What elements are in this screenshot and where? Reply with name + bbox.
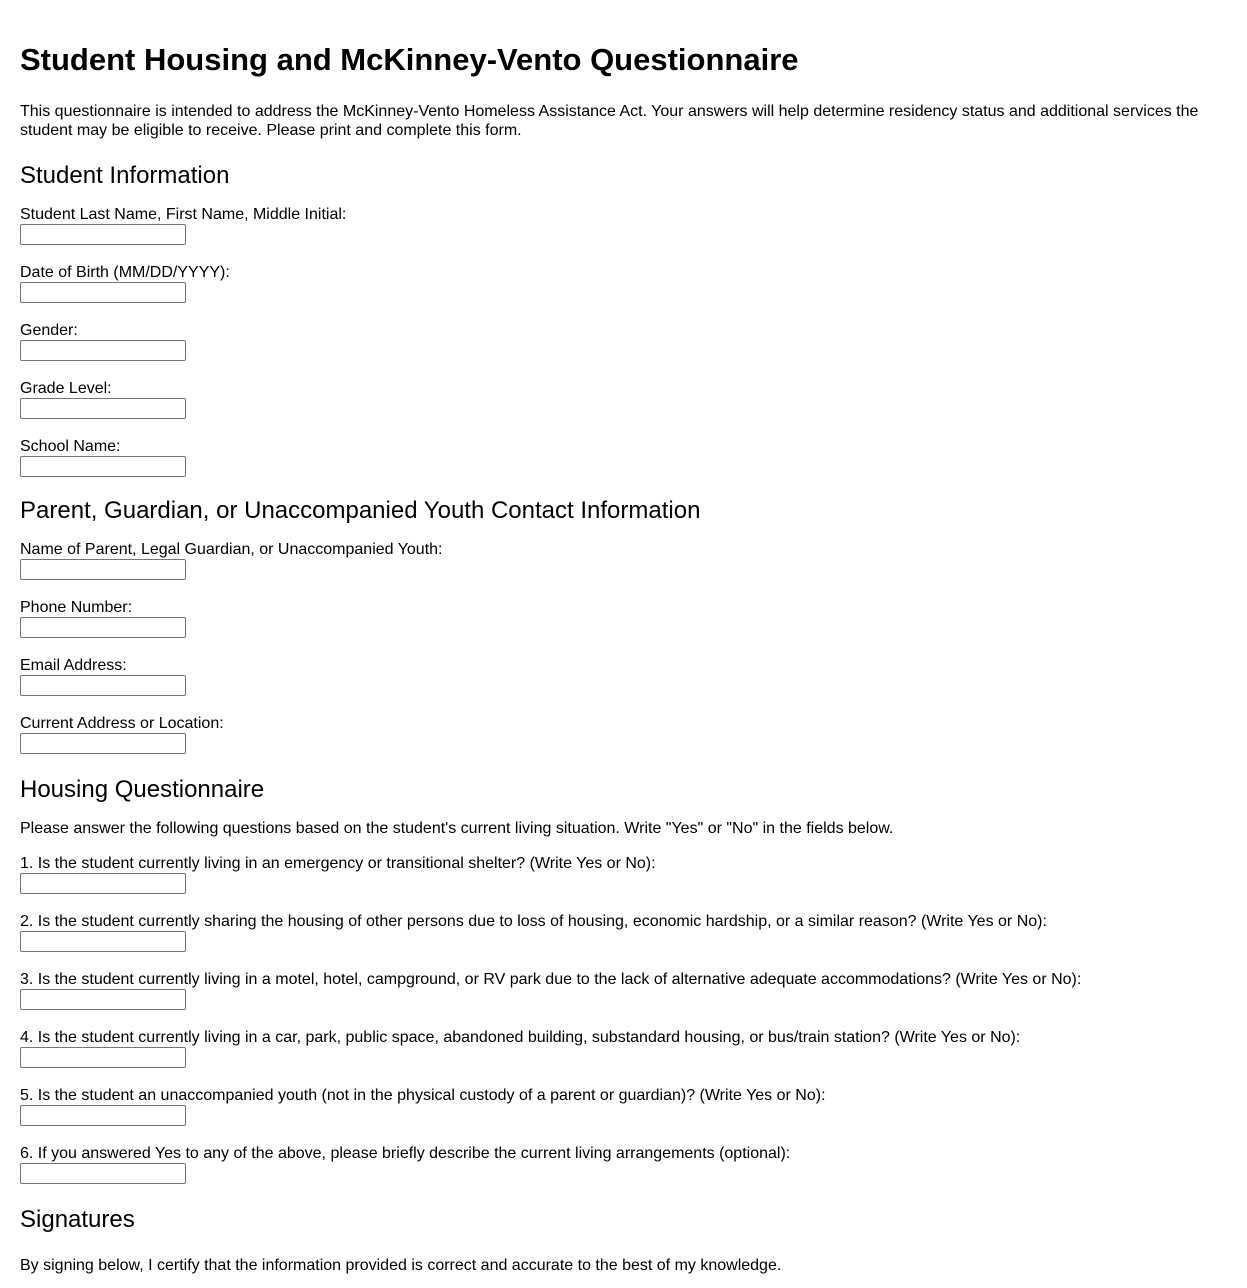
student-info-fields xyxy=(20,205,1227,477)
question-3-group xyxy=(20,970,1227,1010)
question-6-group xyxy=(20,1144,1227,1184)
student-name-input[interactable] xyxy=(20,224,186,245)
question-4-group xyxy=(20,1028,1227,1068)
housing-heading: Housing Questionnaire xyxy=(20,776,265,803)
school-name-input[interactable] xyxy=(20,456,186,477)
school-name-field-group xyxy=(20,437,1227,477)
student-name-label: Student Last Name, First Name, Middle Initial: xyxy=(20,206,347,223)
phone-label: Phone Number: xyxy=(20,599,133,616)
question-1-group xyxy=(20,854,1227,894)
email-input[interactable] xyxy=(20,675,186,696)
intro-text: This questionnaire is intended to address the McKinney-Vento Homeless Assistance Act. Your answers will help determine residency status and additional services the student may be eligible to receive. Please print and complete this form. xyxy=(20,103,1199,139)
question-5-label: 5. Is the student an unaccompanied youth (not in the physical custody of a parent or guardian)? (Write Yes or No): xyxy=(20,1087,826,1104)
question-4-input[interactable] xyxy=(20,1047,186,1068)
dob-input[interactable] xyxy=(20,282,186,303)
grade-level-label: Grade Level: xyxy=(20,380,112,397)
question-4-label: 4. Is the student currently living in a car, park, public space, abandoned building, substandard housing, or bus/train station? (Write Yes or No): xyxy=(20,1029,1021,1046)
address-input[interactable] xyxy=(20,733,186,754)
guardian-name-input[interactable] xyxy=(20,559,186,580)
address-field-group xyxy=(20,714,1227,754)
signatures-heading: Signatures xyxy=(20,1206,135,1233)
guardian-name-label: Name of Parent, Legal Guardian, or Unaccompanied Youth: xyxy=(20,541,443,558)
grade-level-field-group xyxy=(20,379,1227,419)
address-label: Current Address or Location: xyxy=(20,715,224,732)
contact-info-heading: Parent, Guardian, or Unaccompanied Youth Contact Information xyxy=(20,497,701,524)
contact-info-fields xyxy=(20,540,1227,754)
email-field-group xyxy=(20,656,1227,696)
question-5-input[interactable] xyxy=(20,1105,186,1126)
gender-input[interactable] xyxy=(20,340,186,361)
question-2-group xyxy=(20,912,1227,952)
question-5-group xyxy=(20,1086,1227,1126)
phone-field-group xyxy=(20,598,1227,638)
guardian-name-field-group xyxy=(20,540,1227,580)
question-3-input[interactable] xyxy=(20,989,186,1010)
school-name-label: School Name: xyxy=(20,438,121,455)
student-name-field-group xyxy=(20,205,1227,245)
phone-input[interactable] xyxy=(20,617,186,638)
question-1-label: 1. Is the student currently living in an emergency or transitional shelter? (Write Yes or No): xyxy=(20,855,656,872)
question-3-label: 3. Is the student currently living in a motel, hotel, campground, or RV park due to the lack of alternative adequate accommodations? (Write Yes or No): xyxy=(20,971,1082,988)
dob-label: Date of Birth (MM/DD/YYYY): xyxy=(20,264,230,281)
email-label: Email Address: xyxy=(20,657,127,674)
student-info-heading: Student Information xyxy=(20,162,230,189)
dob-field-group xyxy=(20,263,1227,303)
housing-questions xyxy=(20,854,1227,1184)
certification-text: By signing below, I certify that the information provided is correct and accurate to the best of my knowledge. xyxy=(20,1257,782,1274)
question-6-input[interactable] xyxy=(20,1163,186,1184)
gender-label: Gender: xyxy=(20,322,78,339)
question-1-input[interactable] xyxy=(20,873,186,894)
question-6-label: 6. If you answered Yes to any of the above, please briefly describe the current living arrangements (optional): xyxy=(20,1145,791,1162)
question-2-label: 2. Is the student currently sharing the housing of other persons due to loss of housing, economic hardship, or a similar reason? (Write Yes or No): xyxy=(20,913,1047,930)
gender-field-group xyxy=(20,321,1227,361)
question-2-input[interactable] xyxy=(20,931,186,952)
grade-level-input[interactable] xyxy=(20,398,186,419)
page-title: Student Housing and McKinney-Vento Questionnaire xyxy=(20,42,799,77)
housing-instructions: Please answer the following questions based on the student's current living situation. Write "Yes" or "No" in the fields below. xyxy=(20,820,894,837)
